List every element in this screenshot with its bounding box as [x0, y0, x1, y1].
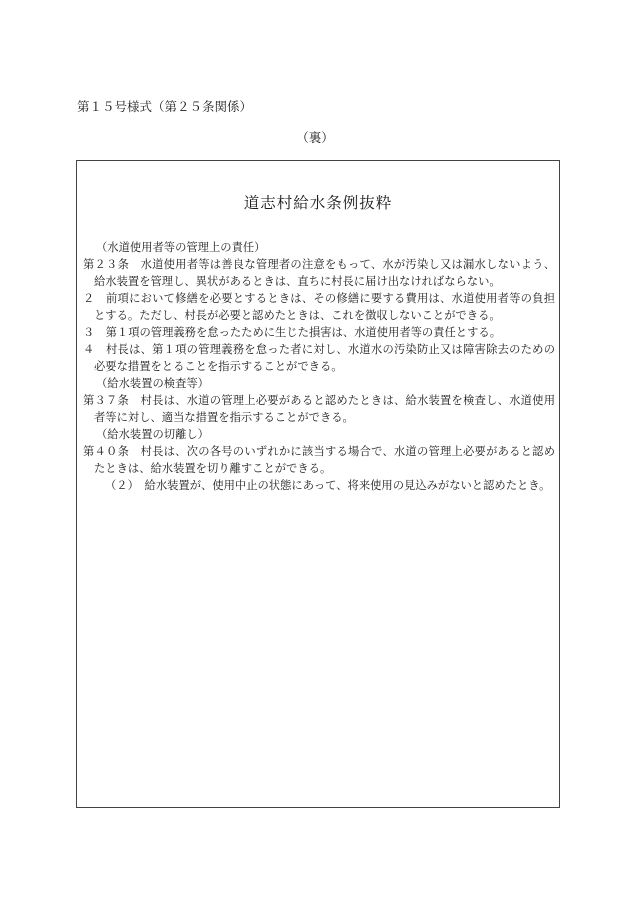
ordinance-excerpt-frame — [76, 160, 560, 808]
section-heading-user-responsibility: （水道使用者等の管理上の責任） — [96, 241, 266, 254]
document-body — [83, 239, 555, 494]
article-23-paragraph-2: ２ 前項において修繕を必要とするときは、その修繕に要する費用は、水道使用者等の負担とする。ただし、村長が必要と認めたときは、これを徴収しないことができる。 — [83, 292, 555, 322]
article-23-paragraph-4: ４ 村長は、第１項の管理義務を怠った者に対し、水道水の汚染防止又は障害除去のための必要な措置をとることを指示することができる。 — [83, 343, 555, 373]
article-23-paragraph-1: 第２３条 水道使用者等は善良な管理者の注意をもって、水が汚染し又は漏水しないよう、給水装置を管理し、異状があるときは、直ちに村長に届け出なければならない。 — [83, 258, 555, 288]
form-number-label: 第１５号様式（第２５条関係） — [77, 99, 253, 114]
section-heading-disconnection: （給水装置の切離し） — [96, 428, 209, 441]
section-heading-inspection: （給水装置の検査等） — [96, 377, 209, 390]
article-23-paragraph-3: ３ 第１項の管理義務を怠ったために生じた損害は、水道使用者等の責任とする。 — [83, 326, 501, 339]
document-title: 道志村給水条例抜粋 — [243, 194, 393, 212]
article-40-paragraph: 第４０条 村長は、次の各号のいずれかに該当する場合で、水道の管理上必要があると認めたときは、給水装置を切り離すことができる。 — [83, 445, 555, 475]
reverse-side-label: （裏） — [296, 130, 334, 145]
article-37-paragraph: 第３７条 村長は、水道の管理上必要があると認めたときは、給水装置を検査し、水道使用者等に対し、適当な措置を指示することができる。 — [83, 394, 555, 424]
article-40-item-2: （２） 給水装置が、使用中止の状態にあって、将来使用の見込みがないと認めたとき。 — [105, 479, 551, 492]
